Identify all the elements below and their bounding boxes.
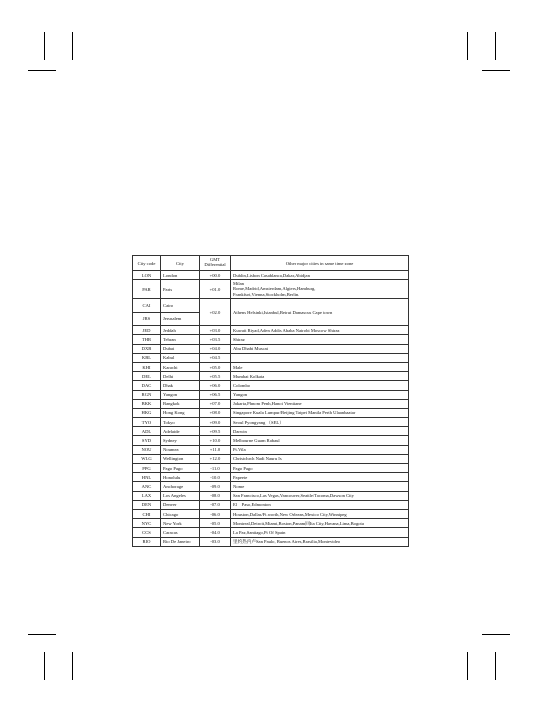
city-code-cell: JRS bbox=[133, 312, 161, 326]
city-name-cell: Anchorage bbox=[161, 482, 200, 491]
table-row bbox=[133, 299, 409, 313]
gmt-offset-cell: +04.0 bbox=[200, 344, 231, 353]
other-cities-cell: Pt.Vila bbox=[231, 445, 409, 454]
gmt-offset-cell: -07.0 bbox=[200, 500, 231, 509]
gmt-offset-cell: +02.0 bbox=[200, 299, 231, 326]
other-cities-cell: Papeete bbox=[231, 473, 409, 482]
header-city-code: City code bbox=[133, 256, 161, 271]
header-city: City bbox=[161, 256, 200, 271]
city-code-cell: DEN bbox=[133, 500, 161, 509]
table-row bbox=[133, 390, 409, 399]
header-other-cities: Other major cities in same time zone bbox=[231, 256, 409, 271]
gmt-offset-cell: +06.5 bbox=[200, 390, 231, 399]
city-code-cell: LON bbox=[133, 271, 161, 280]
crop-mark bbox=[467, 652, 468, 680]
city-code-cell: NYC bbox=[133, 519, 161, 528]
gmt-offset-cell: +01.0 bbox=[200, 280, 231, 299]
table-row bbox=[133, 537, 409, 546]
city-code-cell: WLG bbox=[133, 454, 161, 463]
table-row bbox=[133, 436, 409, 445]
gmt-offset-cell: -11.0 bbox=[200, 464, 231, 473]
city-code-cell: RGN bbox=[133, 390, 161, 399]
gmt-offset-cell: +05.0 bbox=[200, 362, 231, 371]
city-name-cell: Hong Kong bbox=[161, 408, 200, 417]
city-code-cell: KHI bbox=[133, 362, 161, 371]
table-row bbox=[133, 280, 409, 299]
table-row bbox=[133, 454, 409, 463]
city-name-cell: Dubai bbox=[161, 344, 200, 353]
gmt-offset-cell: -06.0 bbox=[200, 509, 231, 518]
table-row bbox=[133, 399, 409, 408]
gmt-offset-cell: -09.0 bbox=[200, 482, 231, 491]
table-row bbox=[133, 464, 409, 473]
other-cities-cell: 里约热内卢San Paulo, Buenos Aires,Brasilia,Montevideo bbox=[231, 537, 409, 546]
gmt-offset-cell: +04.5 bbox=[200, 353, 231, 362]
city-code-cell: CAI bbox=[133, 299, 161, 313]
city-name-cell: Rio De Janeiro bbox=[161, 537, 200, 546]
table-row bbox=[133, 326, 409, 335]
table-row bbox=[133, 509, 409, 518]
other-cities-cell: Christchrch Nadi Nauru Is bbox=[231, 454, 409, 463]
city-name-cell: Chicago bbox=[161, 509, 200, 518]
city-code-cell: THR bbox=[133, 335, 161, 344]
crop-mark bbox=[467, 32, 468, 60]
city-name-cell: New York bbox=[161, 519, 200, 528]
city-name-cell: Honolulu bbox=[161, 473, 200, 482]
city-code-cell: LAX bbox=[133, 491, 161, 500]
city-code-cell: CCS bbox=[133, 528, 161, 537]
other-cities-cell: Seoul Pyongyang （SEL） bbox=[231, 418, 409, 427]
city-name-cell: Denver bbox=[161, 500, 200, 509]
table-row bbox=[133, 372, 409, 381]
other-cities-cell: Darwin bbox=[231, 427, 409, 436]
crop-mark bbox=[495, 32, 496, 60]
gmt-offset-cell: -10.0 bbox=[200, 473, 231, 482]
city-code-cell: RIO bbox=[133, 537, 161, 546]
crop-mark bbox=[495, 652, 496, 680]
crop-mark bbox=[28, 634, 56, 635]
city-code-cell: ANC bbox=[133, 482, 161, 491]
other-cities-cell: Nome bbox=[231, 482, 409, 491]
city-name-cell: Adelaide bbox=[161, 427, 200, 436]
other-cities-cell: Dublin,Lisbon Casablanca,Dakar,Abidjan bbox=[231, 271, 409, 280]
table-row bbox=[133, 362, 409, 371]
gmt-offset-cell: +08.0 bbox=[200, 408, 231, 417]
city-code-cell: PPG bbox=[133, 464, 161, 473]
table-row bbox=[133, 427, 409, 436]
city-name-cell: London bbox=[161, 271, 200, 280]
city-name-cell: Pago Pago bbox=[161, 464, 200, 473]
gmt-offset-cell: -05.0 bbox=[200, 519, 231, 528]
gmt-offset-cell: -03.0 bbox=[200, 537, 231, 546]
city-name-cell: Los Angeles bbox=[161, 491, 200, 500]
crop-mark bbox=[72, 32, 73, 60]
gmt-offset-cell: +11.0 bbox=[200, 445, 231, 454]
table-row bbox=[133, 335, 409, 344]
other-cities-cell: El Paso,Edmonton bbox=[231, 500, 409, 509]
crop-mark bbox=[44, 32, 45, 60]
city-name-cell: Sydney bbox=[161, 436, 200, 445]
gmt-offset-cell: -04.0 bbox=[200, 528, 231, 537]
city-name-cell: Karachi bbox=[161, 362, 200, 371]
city-name-cell: Tokyo bbox=[161, 418, 200, 427]
city-name-cell: Tehran bbox=[161, 335, 200, 344]
gmt-offset-cell: +00.0 bbox=[200, 271, 231, 280]
other-cities-cell: Houston,Dallas/Ft.worth,New Orleans,Mexico City,Winnipeg bbox=[231, 509, 409, 518]
other-cities-cell: Colombo bbox=[231, 381, 409, 390]
other-cities-cell: Pago Pago bbox=[231, 464, 409, 473]
gmt-offset-cell: +10.0 bbox=[200, 436, 231, 445]
city-code-cell: SYD bbox=[133, 436, 161, 445]
crop-mark bbox=[482, 70, 510, 71]
table-row bbox=[133, 353, 409, 362]
crop-mark bbox=[482, 634, 510, 635]
other-cities-cell: Shiraz bbox=[231, 335, 409, 344]
city-code-cell: BKK bbox=[133, 399, 161, 408]
gmt-offset-cell: +09.5 bbox=[200, 427, 231, 436]
table-row bbox=[133, 271, 409, 280]
world-time-table bbox=[132, 255, 409, 547]
city-code-cell: JED bbox=[133, 326, 161, 335]
table-row bbox=[133, 482, 409, 491]
city-name-cell: Delhi bbox=[161, 372, 200, 381]
other-cities-cell: San Francisco,Las Vegas,Vancouver,Seattle/Tacoma,Dawson City bbox=[231, 491, 409, 500]
city-code-cell: KBL bbox=[133, 353, 161, 362]
gmt-offset-cell: +09.0 bbox=[200, 418, 231, 427]
gmt-offset-cell: +03.5 bbox=[200, 335, 231, 344]
crop-mark bbox=[44, 652, 45, 680]
header-gmt: GMT Differential bbox=[200, 256, 231, 271]
city-name-cell: Dhak bbox=[161, 381, 200, 390]
table-row bbox=[133, 445, 409, 454]
other-cities-cell: Milan Rome,Madrid,Amsterdam,Algiers,Hamburg, Frankfurt,Vienna,Stockholm,Berlin. bbox=[231, 280, 409, 299]
other-cities-cell: Montreal,Detroit,Miami,Boston,Panam回Ita City,Havana,Lima,Bogota bbox=[231, 519, 409, 528]
city-code-cell: NOU bbox=[133, 445, 161, 454]
city-name-cell: Paris bbox=[161, 280, 200, 299]
other-cities-cell: Athens Helsinki,Istanbul,Beirut Damascus Cape town bbox=[231, 299, 409, 326]
table-row bbox=[133, 519, 409, 528]
city-code-cell: PAR bbox=[133, 280, 161, 299]
other-cities-cell: Singapore Kuala Lumpur/Beijing Taipei Manila Perth Ulaanbaatar bbox=[231, 408, 409, 417]
table-row bbox=[133, 473, 409, 482]
other-cities-cell: Melbourne Guam Rabaul bbox=[231, 436, 409, 445]
gmt-offset-cell: +06.0 bbox=[200, 381, 231, 390]
table-header-row bbox=[133, 256, 409, 271]
other-cities-cell: Abu Dhabi Muscat bbox=[231, 344, 409, 353]
table-row bbox=[133, 344, 409, 353]
city-name-cell: Cairo bbox=[161, 299, 200, 313]
other-cities-cell: Mumbai Kolkata bbox=[231, 372, 409, 381]
table-row bbox=[133, 418, 409, 427]
other-cities-cell: Yangon bbox=[231, 390, 409, 399]
city-name-cell: Wellington bbox=[161, 454, 200, 463]
city-name-cell: Jerusalem bbox=[161, 312, 200, 326]
table-row bbox=[133, 528, 409, 537]
crop-mark bbox=[28, 70, 56, 71]
city-code-cell: HNL bbox=[133, 473, 161, 482]
gmt-offset-cell: +07.0 bbox=[200, 399, 231, 408]
city-code-cell: DAC bbox=[133, 381, 161, 390]
gmt-offset-cell: +03.0 bbox=[200, 326, 231, 335]
city-name-cell: Yangon bbox=[161, 390, 200, 399]
table-row bbox=[133, 381, 409, 390]
table-row bbox=[133, 491, 409, 500]
other-cities-cell: Kuwait Riyad,Aden Addis Ababa Nairobi Moscow Shiraz bbox=[231, 326, 409, 335]
gmt-offset-cell: +12.0 bbox=[200, 454, 231, 463]
city-code-cell: CHI bbox=[133, 509, 161, 518]
gmt-offset-cell: -08.0 bbox=[200, 491, 231, 500]
city-name-cell: Caracas bbox=[161, 528, 200, 537]
city-code-cell: HKG bbox=[133, 408, 161, 417]
city-name-cell: Bangkok bbox=[161, 399, 200, 408]
other-cities-cell bbox=[231, 353, 409, 362]
city-code-cell: DXB bbox=[133, 344, 161, 353]
table-row bbox=[133, 500, 409, 509]
gmt-offset-cell: +05.5 bbox=[200, 372, 231, 381]
city-code-cell: DEL bbox=[133, 372, 161, 381]
city-name-cell: Kabul bbox=[161, 353, 200, 362]
city-code-cell: ADL bbox=[133, 427, 161, 436]
crop-mark bbox=[72, 652, 73, 680]
other-cities-cell: La Paz,Santiago,Pt Of Spain bbox=[231, 528, 409, 537]
city-code-cell: TYO bbox=[133, 418, 161, 427]
city-name-cell: Jeddah bbox=[161, 326, 200, 335]
city-name-cell: Noumea bbox=[161, 445, 200, 454]
other-cities-cell: Male bbox=[231, 362, 409, 371]
other-cities-cell: Jakarta,Phnom Penh,Hanoi Vientiane bbox=[231, 399, 409, 408]
table-row bbox=[133, 408, 409, 417]
